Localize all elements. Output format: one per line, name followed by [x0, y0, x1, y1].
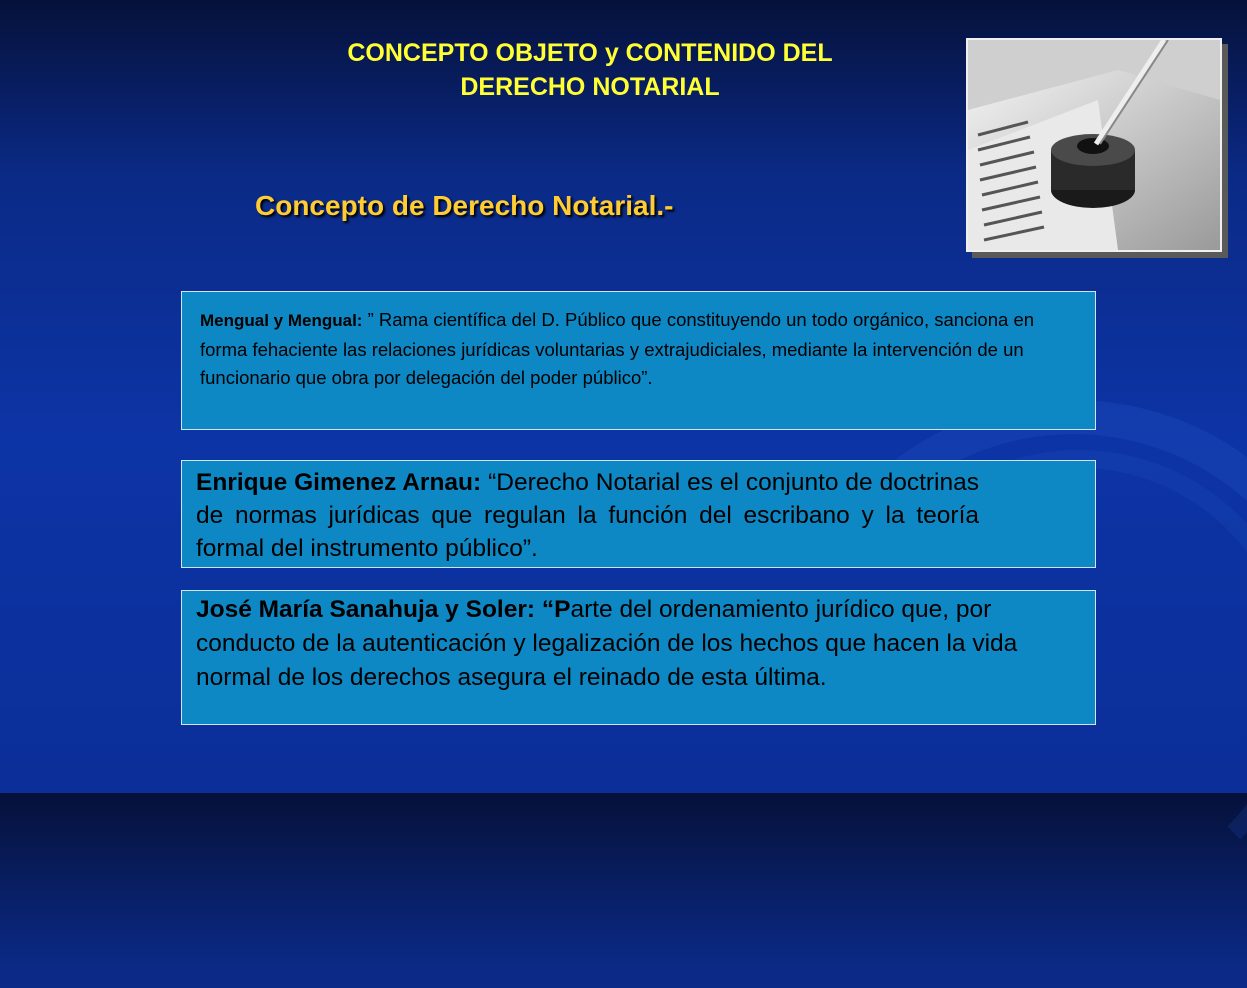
- slide-title-line1: CONCEPTO OBJETO y CONTENIDO DEL: [347, 39, 833, 67]
- slide-title-line2: DERECHO NOTARIAL: [460, 73, 720, 101]
- definition-author: Mengual y Mengual:: [200, 311, 363, 330]
- definition-text: ” Rama científica del D. Público que constituyendo un todo orgánico, sanciona en forma fehaciente las relaciones jurídicas voluntarias y extrajudiciales, mediante la intervención de un funcionario que obra por delegación del poder público”.: [200, 309, 1035, 388]
- definition-text: arte del ordenamiento jurídico que, por conducto de la autenticación y legalización de los hechos que hacen la vida normal de los derechos asegura el reinado de esta última.: [196, 596, 1018, 691]
- definition-text: “Derecho Notarial es el conjunto de doctrinas de normas jurídicas que regulan la función del escribano y la teoría formal del instrumento público”.: [196, 469, 979, 562]
- definition-box-gimenez-arnau: [181, 460, 1096, 568]
- definition-box-sanahuja: [181, 590, 1096, 725]
- slide-subtitle: Concepto de Derecho Notarial.-: [255, 190, 674, 221]
- inkwell-icon: [968, 40, 1220, 250]
- slide-title: [280, 36, 900, 104]
- definition-box-mengual: [181, 291, 1096, 430]
- definition-author: José María Sanahuja y Soler: “P: [196, 596, 571, 623]
- inkwell-and-book-photo: [966, 38, 1222, 252]
- definition-author: Enrique Gimenez Arnau:: [196, 469, 482, 496]
